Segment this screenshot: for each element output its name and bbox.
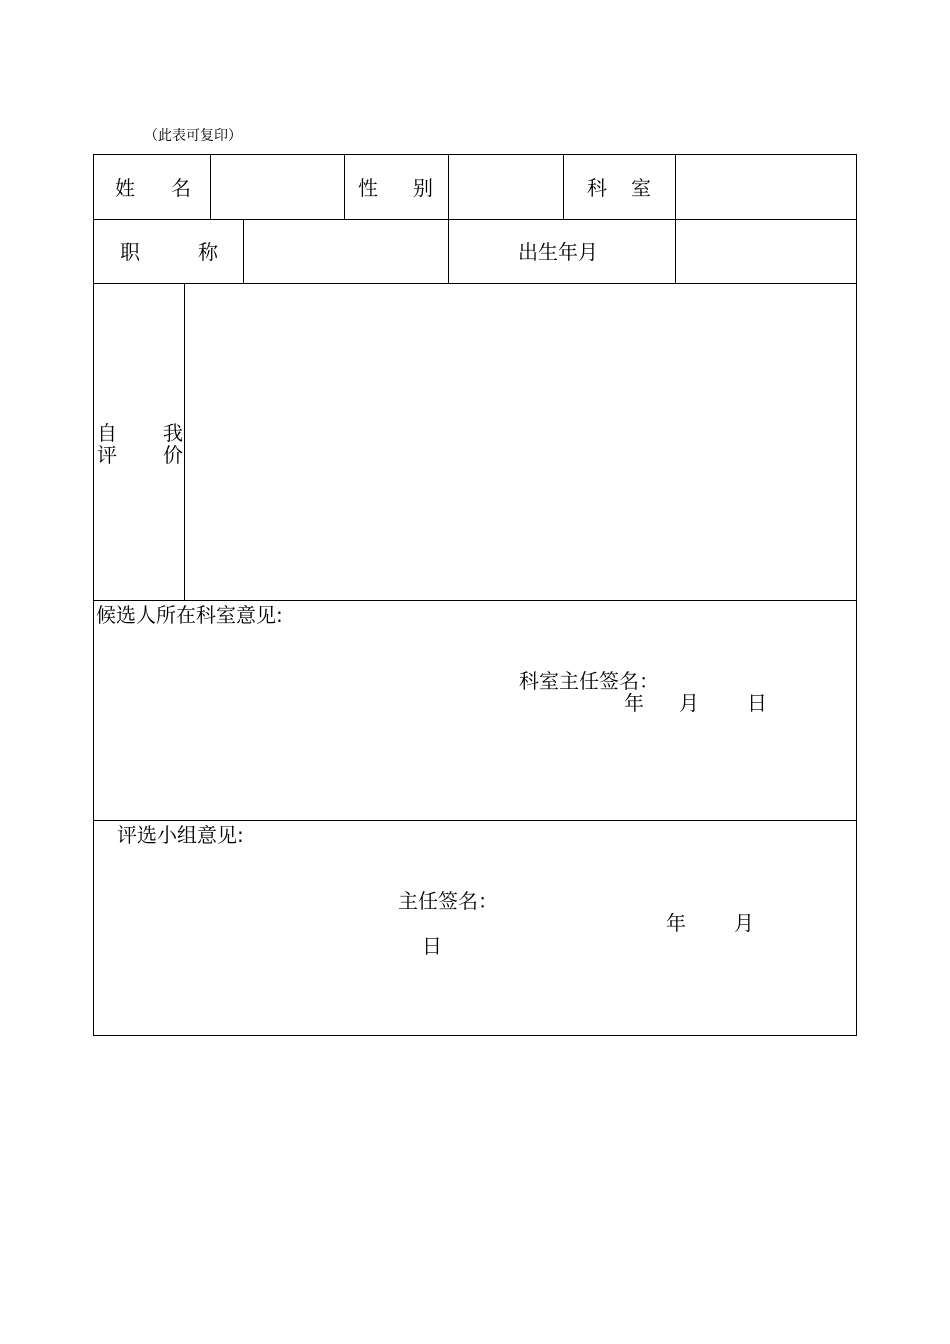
col-divider (563, 155, 564, 219)
evaluation-form-table (93, 154, 857, 1036)
col-divider (344, 155, 345, 219)
dept-date-month: 月 (679, 691, 699, 715)
row-divider (94, 820, 856, 821)
self-eval-label-char: 自 (97, 421, 117, 445)
gender-value-field[interactable] (449, 155, 562, 218)
birth-value-field[interactable] (676, 220, 856, 282)
name-label-char: 名 (171, 176, 191, 200)
gender-label-char: 性 (358, 176, 378, 200)
gender-label-char: 别 (413, 176, 433, 200)
birth-label: 出生年月 (518, 240, 598, 264)
name-value-field[interactable] (211, 155, 343, 218)
panel-date-day: 日 (422, 934, 442, 958)
dept-date-year: 年 (624, 691, 644, 715)
dept-label-char: 科 (587, 176, 607, 200)
self-eval-content[interactable] (185, 284, 856, 600)
dept-head-signature-label: 科室主任签名： (519, 669, 659, 693)
name-label-char: 姓 (115, 176, 135, 200)
self-eval-label-char: 我 (163, 421, 183, 445)
self-eval-label-char: 价 (163, 443, 183, 467)
title-value-field[interactable] (244, 220, 447, 282)
panel-date-month: 月 (734, 911, 754, 935)
dept-label-char: 室 (631, 176, 651, 200)
title-label-char: 称 (198, 240, 218, 264)
title-label-char: 职 (120, 240, 140, 264)
panel-head-signature-label: 主任签名： (398, 889, 498, 913)
self-eval-label-char: 评 (97, 443, 117, 467)
row-divider (94, 600, 856, 601)
dept-value-field[interactable] (676, 155, 856, 218)
panel-date-year: 年 (666, 911, 686, 935)
dept-date-day: 日 (747, 691, 767, 715)
dept-opinion-label: 候选人所在科室意见: (96, 603, 283, 627)
panel-opinion-label: 评选小组意见: (117, 823, 244, 847)
copy-note: （此表可复印） (144, 128, 242, 144)
